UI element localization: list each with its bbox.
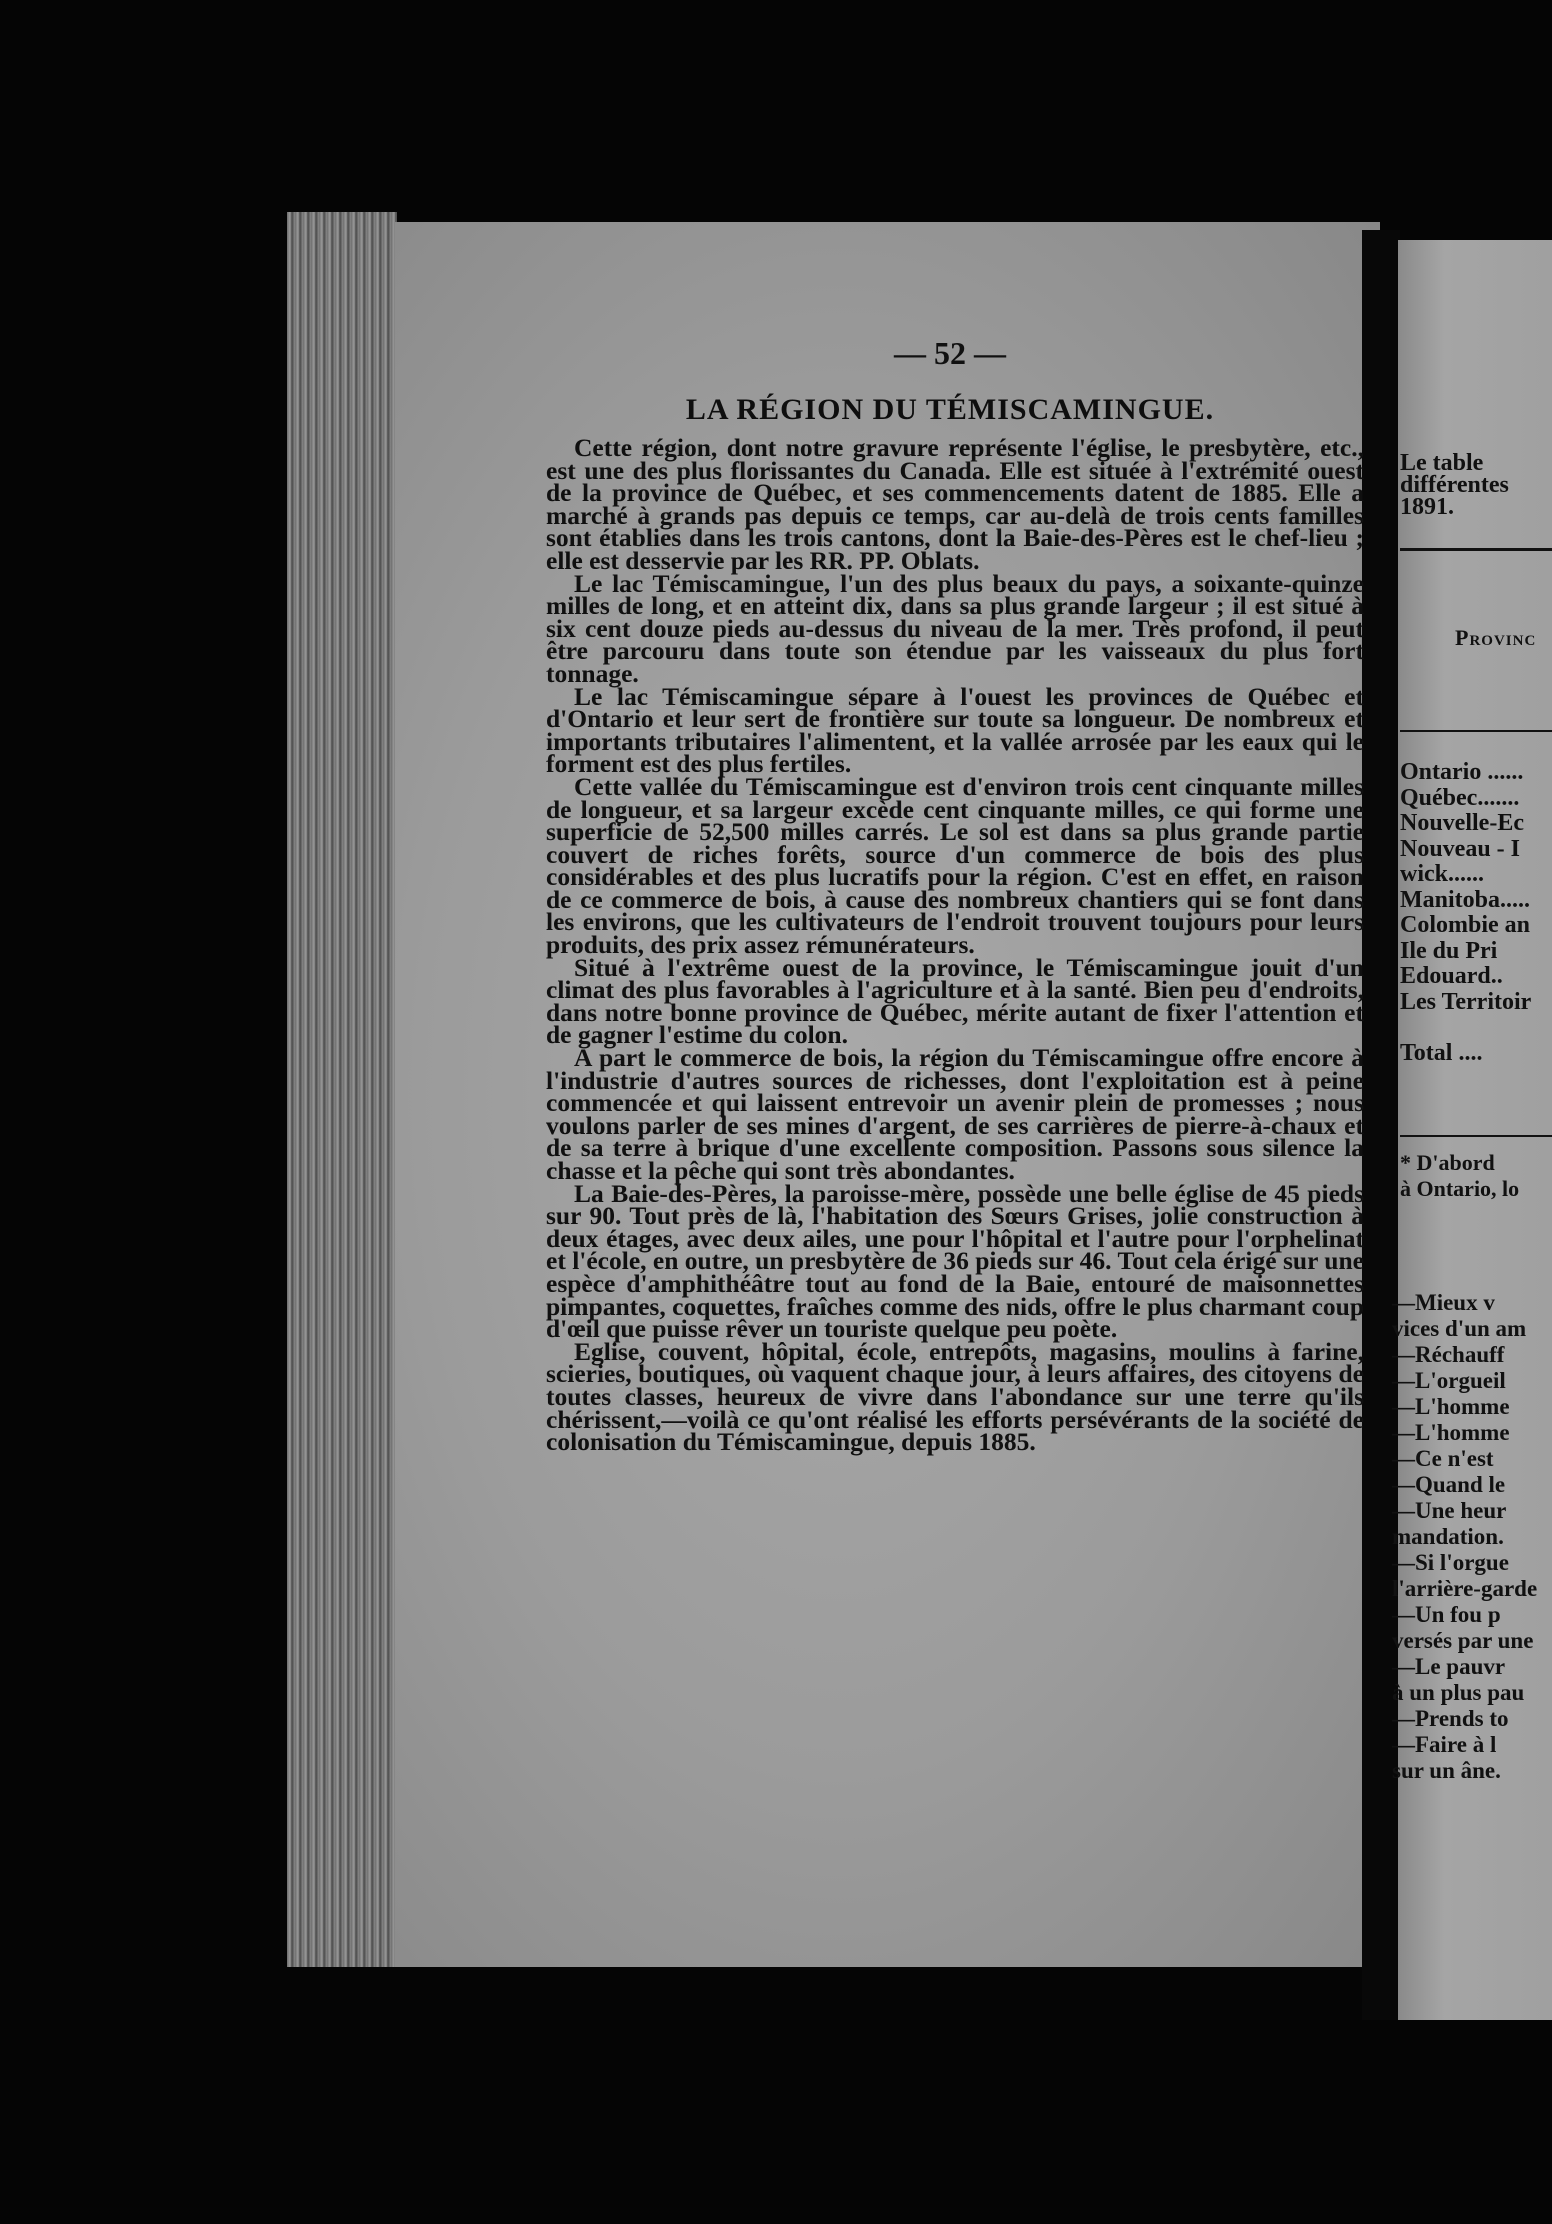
table-rule-bottom	[1400, 1135, 1552, 1137]
table-row: Ontario ......	[1400, 759, 1524, 785]
table-total-row: Total ....	[1400, 1039, 1483, 1066]
table-row: Edouard..	[1400, 963, 1503, 989]
proverb-line: —Mieux v	[1392, 1290, 1495, 1315]
table-row: Colombie an	[1400, 912, 1531, 938]
proverb-line: —L'homme	[1392, 1420, 1510, 1445]
population-table	[1400, 760, 1531, 1066]
intro-line: 1891.	[1400, 494, 1454, 520]
proverb-line: sur un âne.	[1392, 1758, 1501, 1783]
paragraph: Situé à l'extrême ouest de la province, le Témiscamingue jouit d'un climat des plus favorables à l'agriculture et à la santé. Bien peu d'endroits, dans notre bonne province de Québec, mérite autant de fixer l'attention et de gagner l'estime du colon.	[546, 952, 1364, 1050]
book-page-edges	[287, 212, 397, 1967]
table-rule-header	[1400, 730, 1552, 732]
paragraph: Cette vallée du Témiscamingue est d'environ trois cent cinquante milles de longueur, et sa largeur excède cent cinquante milles, ce qui forme une superficie de 52,500 milles carrés. Le sol est dans sa plus grande partie couvert de riches forêts, source d'un commerce de bois des plus considérables et des plus lucratifs pour la région. C'est en effet, en raison de ce commerce de bois, à cause des nombreux chantiers qui se font dans les environs, que les cultivateurs de l'endroit trouvent toujours pour leurs produits, des prix assez rémunérateurs.	[546, 771, 1364, 960]
article-body	[546, 433, 1364, 1457]
proverb-line: —Prends to	[1392, 1706, 1509, 1731]
proverb-line: à un plus pau	[1392, 1680, 1525, 1705]
table-row: Nouvelle-Ec	[1400, 810, 1524, 836]
paragraph: A part le commerce de bois, la région du Témiscamingue offre encore à l'industrie d'autres sources de richesses, dont l'exploitation est à peine commencée et qui laissent entrevoir un avenir plein de promesses ; nous voulons parler de ses mines d'argent, de ses carrières de pierre-à-chaux et de sa terre à brique d'une excellente composition. Passons sous silence la chasse et la pêche qui sont très abondantes.	[546, 1043, 1364, 1185]
paragraph: Cette région, dont notre gravure représente l'église, le presbytère, etc., est une des plus florissantes du Canada. Elle est située à l'extrémité ouest de la province de Québec, et ses commencements datent de 1885. Elle a marché à grands pas depuis ce temps, car au-delà de trois cents familles sont établies dans les trois cantons, dont la Baie-des-Pères est le chef-lieu ; elle est desservie par les RR. PP. Oblats.	[546, 433, 1364, 575]
table-row: Ile du Pri	[1400, 937, 1498, 964]
proverb-line: —L'orgueil	[1392, 1368, 1506, 1393]
proverb-line: vices d'un am	[1392, 1316, 1527, 1341]
proverb-line: —Un fou p	[1392, 1602, 1501, 1627]
proverb-line: —Faire à l	[1392, 1732, 1497, 1757]
proverb-line: —Réchauff	[1392, 1342, 1505, 1367]
intro-line: Le table	[1400, 450, 1484, 476]
footnote	[1400, 1150, 1519, 1202]
intro-line: différentes	[1400, 472, 1509, 498]
table-row: Québec.......	[1400, 784, 1520, 811]
paragraph: Le lac Témiscamingue sépare à l'ouest les provinces de Québec et d'Ontario et leur sert de frontière sur toute sa longueur. De nombreux et importants tributaires l'alimentent, et la vallée arrosée par les eaux qui le forment est des plus fertiles.	[546, 681, 1364, 779]
table-rule-top	[1400, 548, 1552, 551]
table-heading: Provinc	[1455, 625, 1537, 650]
paragraph: Eglise, couvent, hôpital, école, entrepôts, magasins, moulins à farine, scieries, boutiques, où vaquent chaque jour, à leurs affaires, des citoyens de toutes classes, heureux de vivre dans l'abondance sur une terre qu'ils chérissent,—voilà ce qu'ont réalisé les efforts persévérants de la société de colonisation du Témiscamingue, depuis 1885.	[546, 1336, 1364, 1457]
chapter-title: LA RÉGION DU TÉMISCAMINGUE.	[685, 393, 1215, 426]
page-number: — 52 —	[894, 335, 1006, 371]
proverb-line: —Si l'orgue	[1392, 1550, 1509, 1575]
right-page-intro	[1400, 452, 1509, 518]
proverb-line: —Quand le	[1392, 1472, 1506, 1497]
proverb-line: —Une heur	[1392, 1498, 1507, 1523]
paragraph: La Baie-des-Pères, la paroisse-mère, possède une belle église de 45 pieds sur 90. Tout près de là, l'habitation des Sœurs Grises, jolie construction à deux étages, avec deux ailes, une pour l'hôpital et l'autre pour l'orphelinat et l'école, en outre, un presbytère de 36 pieds sur 46. Tout cela érigé sur une espèce d'amphithéâtre tout au fond de la Baie, entouré de maisonnettes pimpantes, coquettes, fraîches comme des nids, offre le plus charmant coup d'œil que puisse rêver un touriste quelque peu poète.	[546, 1178, 1364, 1344]
proverb-line: l'arrière-garde	[1392, 1576, 1538, 1601]
table-row: wick......	[1400, 861, 1484, 887]
table-row	[1400, 1015, 1531, 1041]
table-row: Les Territoir	[1400, 988, 1532, 1015]
table-row: Nouveau - I	[1400, 835, 1521, 862]
table-row: Manitoba.....	[1400, 886, 1531, 913]
paragraph: Le lac Témiscamingue, l'un des plus beaux du pays, a soixante-quinze milles de long, et en atteint dix, dans sa plus grande largeur ; il est situé à six cent douze pieds au-dessus du niveau de la mer. Très profond, il peut être parcouru dans toute son étendue par les vaisseaux du plus fort tonnage.	[546, 568, 1364, 688]
proverb-line: —Ce n'est	[1392, 1446, 1494, 1471]
footnote-line: * D'abord	[1400, 1150, 1495, 1175]
proverb-line: versés par une	[1392, 1628, 1534, 1653]
proverbs-list	[1392, 1290, 1537, 1784]
footnote-line: à Ontario, lo	[1400, 1176, 1520, 1201]
proverb-line: mandation.	[1392, 1524, 1504, 1549]
proverb-line: —Le pauvr	[1392, 1654, 1506, 1679]
proverb-line: —L'homme	[1392, 1394, 1510, 1419]
